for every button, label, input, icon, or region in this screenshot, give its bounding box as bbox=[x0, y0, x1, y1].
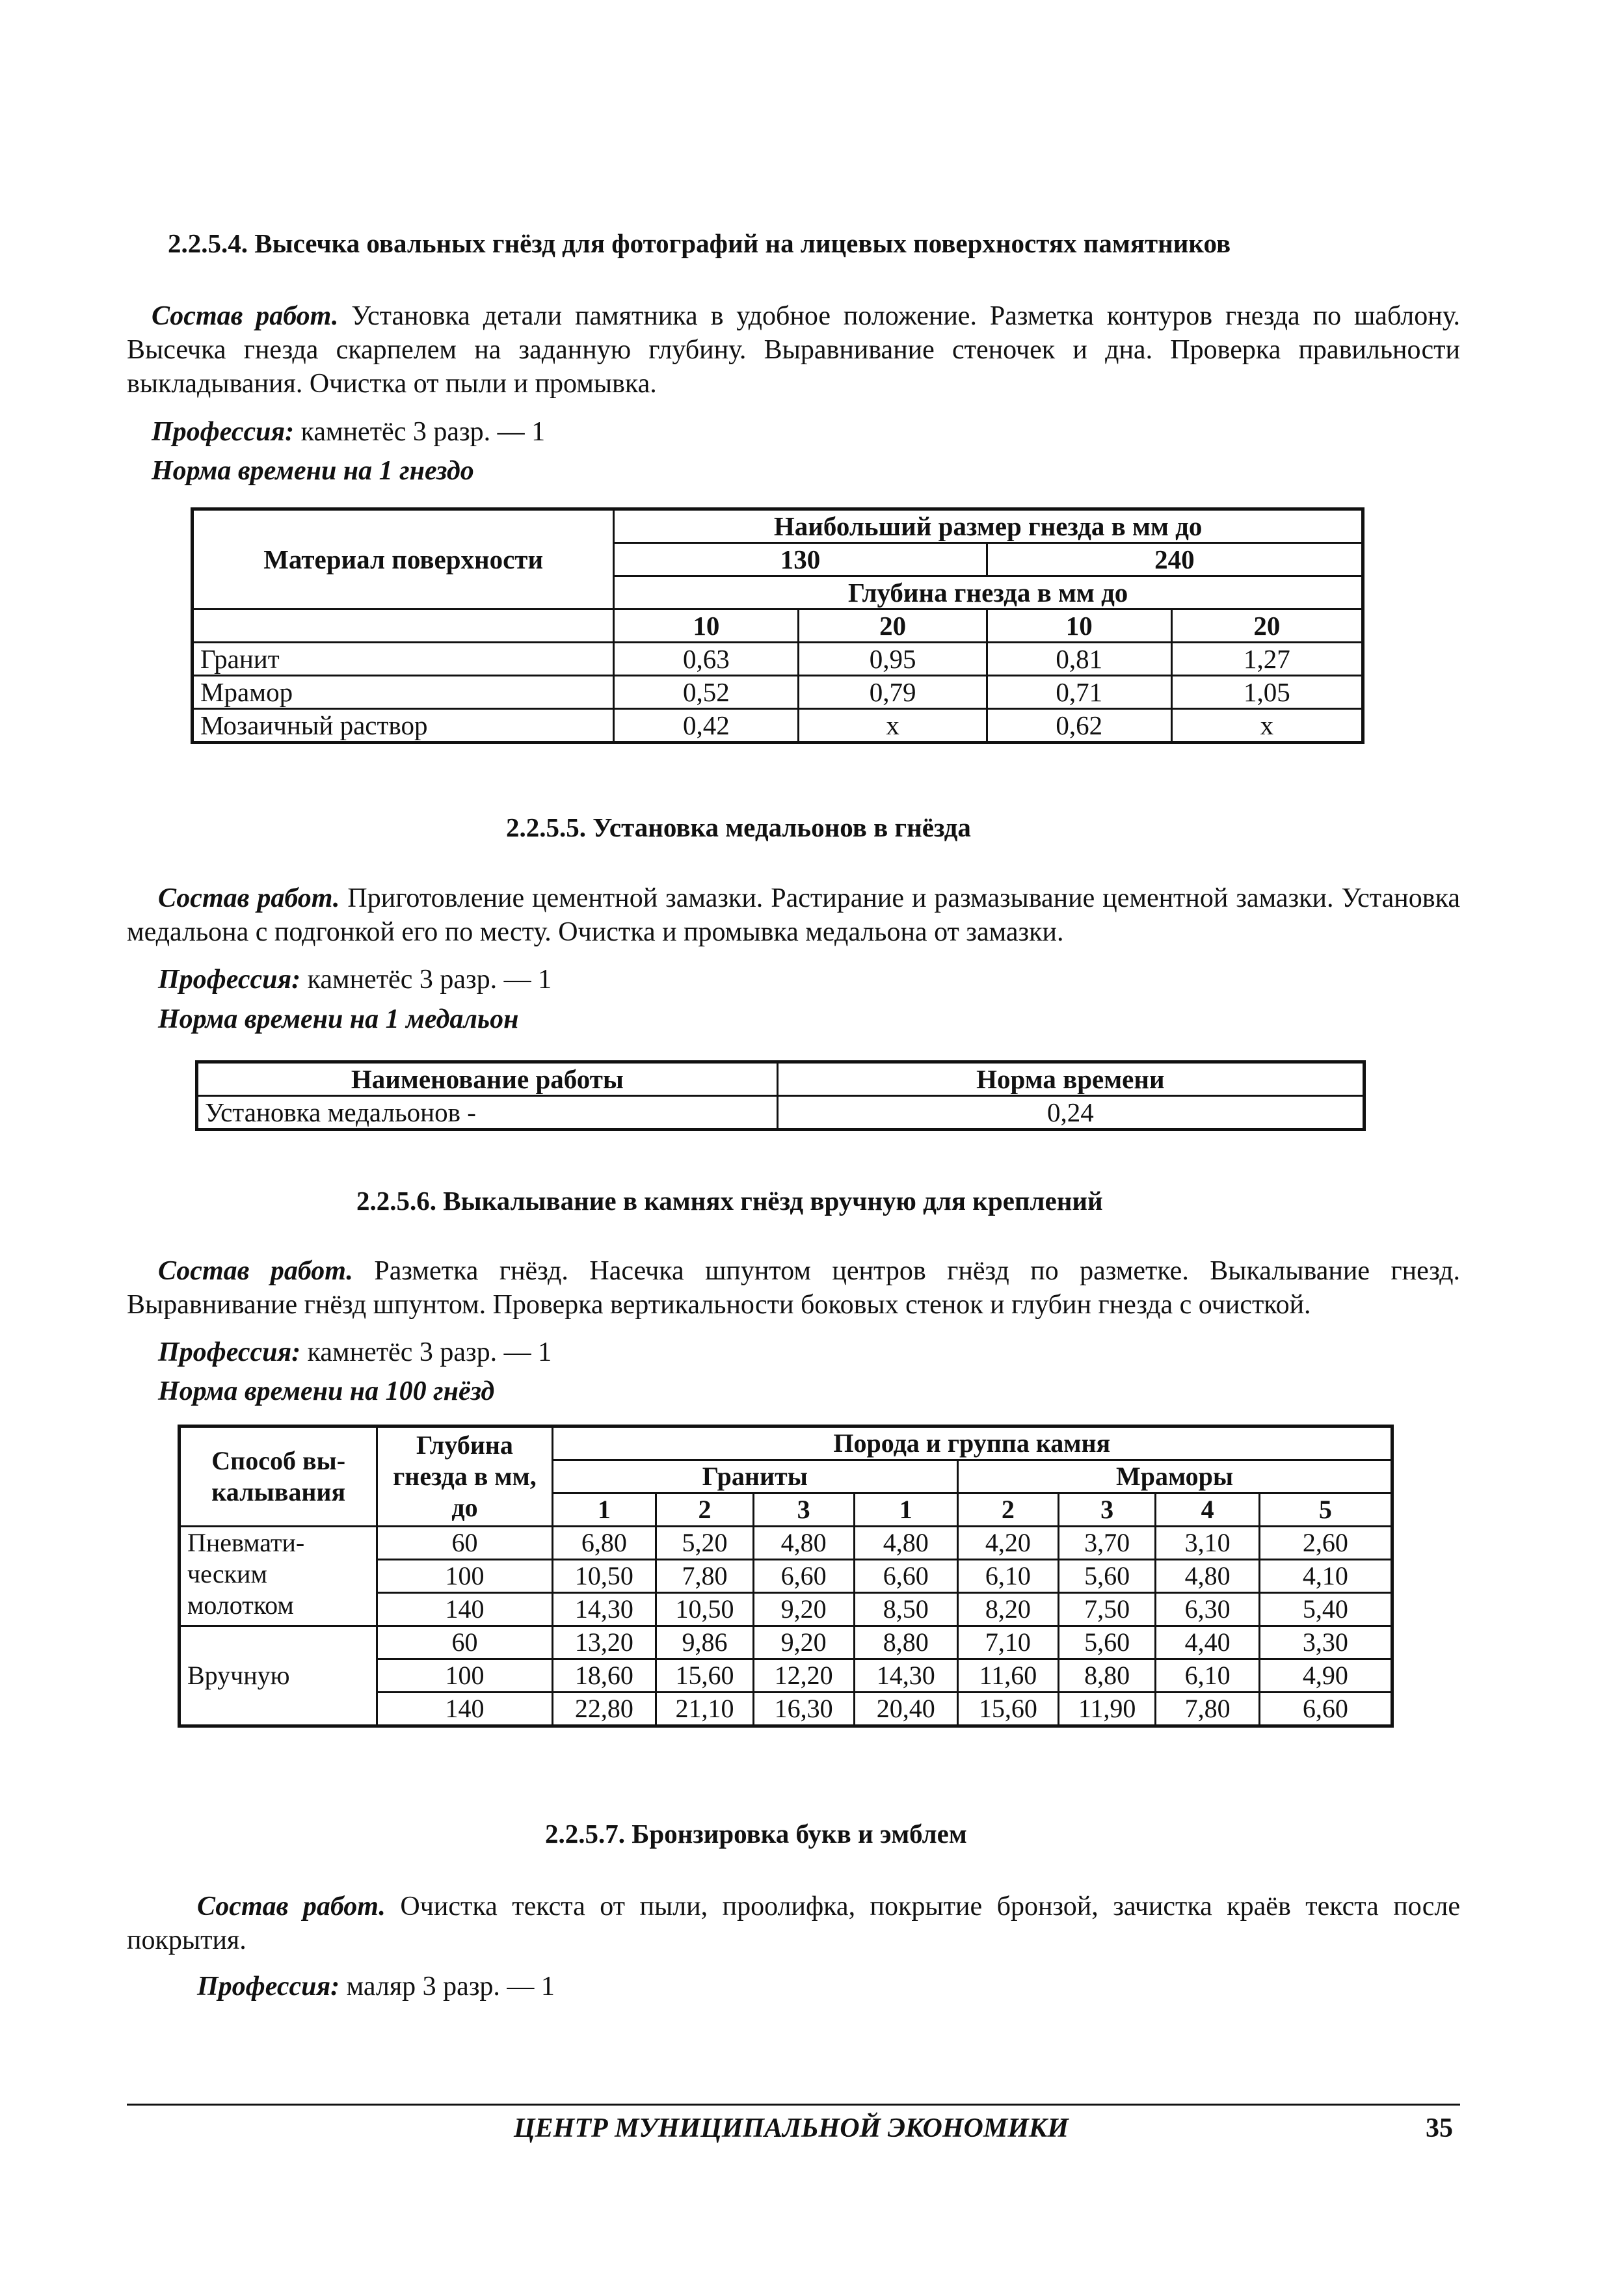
value-cell: х bbox=[1171, 709, 1363, 743]
depth-cell: 60 bbox=[377, 1527, 552, 1560]
section-heading: 2.2.5.5. Установка медальонов в гнёзда bbox=[506, 812, 971, 842]
value-cell: 14,30 bbox=[854, 1659, 958, 1693]
col-header-rock: Порода и группа камня bbox=[552, 1426, 1392, 1460]
material-name: Мозаичный раствор bbox=[193, 709, 614, 743]
value-cell: 14,30 bbox=[552, 1593, 656, 1626]
method-cell: Пневмати-ческим молотком bbox=[180, 1527, 377, 1626]
section-heading: 2.2.5.7. Бронзировка букв и эмблем bbox=[545, 1819, 967, 1849]
value-cell: 0,42 bbox=[614, 709, 799, 743]
depth-cell: 100 bbox=[377, 1659, 552, 1693]
work-composition bbox=[127, 299, 1460, 401]
value-cell: 2,60 bbox=[1259, 1527, 1392, 1560]
value-cell: 9,20 bbox=[753, 1626, 854, 1659]
value-cell: 5,40 bbox=[1259, 1593, 1392, 1626]
col-header-depth: Глубина гнезда в мм до bbox=[614, 576, 1363, 609]
depth-cell: 10 bbox=[614, 609, 799, 643]
profession-text: маляр 3 разр. — 1 bbox=[346, 1972, 555, 2001]
work-name-cell: Установка медальонов - bbox=[197, 1096, 778, 1130]
table-nest-cutting bbox=[178, 1425, 1394, 1728]
value-cell: 4,90 bbox=[1259, 1659, 1392, 1693]
value-cell: 0,95 bbox=[799, 643, 987, 676]
value-cell: 0,81 bbox=[987, 643, 1171, 676]
profession-text: камнетёс 3 разр. — 1 bbox=[307, 1337, 552, 1367]
value-cell: 12,20 bbox=[753, 1659, 854, 1693]
value-cell: 0,52 bbox=[614, 676, 799, 709]
depth-cell: 100 bbox=[377, 1560, 552, 1593]
profession-label: Профессия: bbox=[197, 1972, 340, 2001]
group-cell: 1 bbox=[854, 1493, 958, 1527]
value-cell: 16,30 bbox=[753, 1693, 854, 1726]
value-cell: 0,62 bbox=[987, 709, 1171, 743]
col-header-empty bbox=[193, 609, 614, 643]
value-cell: 0,63 bbox=[614, 643, 799, 676]
section-heading: 2.2.5.4. Высечка овальных гнёзд для фотографий на лицевых поверхностях памятников bbox=[168, 228, 1231, 258]
time-norm-title: Норма времени на 100 гнёзд bbox=[158, 1376, 495, 1406]
profession-label: Профессия: bbox=[158, 1337, 301, 1367]
profession-line bbox=[197, 1971, 555, 2002]
profession-text: камнетёс 3 разр. — 1 bbox=[307, 965, 552, 995]
profession-text: камнетёс 3 разр. — 1 bbox=[300, 417, 546, 447]
table-row bbox=[193, 676, 1363, 709]
value-cell: 0,71 bbox=[987, 676, 1171, 709]
value-cell: 9,86 bbox=[656, 1626, 754, 1659]
footer-title: ЦЕНТР МУНИЦИПАЛЬНОЙ ЭКОНОМИКИ bbox=[514, 2113, 1069, 2143]
value-cell: 11,90 bbox=[1058, 1693, 1156, 1726]
work-composition bbox=[127, 1254, 1460, 1322]
value-cell: 4,80 bbox=[854, 1527, 958, 1560]
value-cell: 4,20 bbox=[958, 1527, 1059, 1560]
value-cell: 6,60 bbox=[854, 1560, 958, 1593]
work-text: Приготовление цементной замазки. Растирание и размазывание цементной замазки. Установка медальона с подгонкой его по месту. Очистка и промывка медальона от замазки. bbox=[127, 883, 1460, 947]
value-cell: 11,60 bbox=[958, 1659, 1059, 1693]
value-cell: 3,30 bbox=[1259, 1626, 1392, 1659]
value-cell: 15,60 bbox=[958, 1693, 1059, 1726]
work-label: Состав работ. bbox=[158, 883, 340, 913]
section-heading: 2.2.5.6. Выкалывание в камнях гнёзд вручную для креплений bbox=[356, 1186, 1103, 1216]
depth-cell: 140 bbox=[377, 1693, 552, 1726]
time-norm-title: Норма времени на 1 гнездо bbox=[152, 456, 474, 486]
value-cell: 7,10 bbox=[958, 1626, 1059, 1659]
value-cell: 6,60 bbox=[1259, 1693, 1392, 1726]
depth-cell: 20 bbox=[1171, 609, 1363, 643]
table-row bbox=[180, 1626, 1392, 1659]
value-cell: 8,20 bbox=[958, 1593, 1059, 1626]
profession-line bbox=[152, 416, 545, 448]
profession-label: Профессия: bbox=[158, 965, 301, 995]
value-cell: 4,80 bbox=[1156, 1560, 1259, 1593]
group-cell: 2 bbox=[656, 1493, 754, 1527]
group-cell: 3 bbox=[753, 1493, 854, 1527]
depth-cell: 140 bbox=[377, 1593, 552, 1626]
value-cell: 0,79 bbox=[799, 676, 987, 709]
col-header-240: 240 bbox=[987, 543, 1363, 576]
value-cell: 6,60 bbox=[753, 1560, 854, 1593]
value-cell: 1,27 bbox=[1171, 643, 1363, 676]
col-header-granites: Граниты bbox=[552, 1460, 958, 1493]
col-header-time-norm: Норма времени bbox=[777, 1062, 1364, 1096]
table-row bbox=[193, 643, 1363, 676]
value-cell: 3,10 bbox=[1156, 1527, 1259, 1560]
work-label: Состав работ. bbox=[152, 301, 339, 331]
table-medallions bbox=[195, 1060, 1366, 1131]
col-header-size: Наибольший размер гнезда в мм до bbox=[614, 509, 1363, 543]
value-cell: 22,80 bbox=[552, 1693, 656, 1726]
work-label: Состав работ. bbox=[197, 1892, 386, 1921]
col-header-130: 130 bbox=[614, 543, 987, 576]
group-cell: 1 bbox=[552, 1493, 656, 1527]
value-cell: 10,50 bbox=[552, 1560, 656, 1593]
value-cell: 9,20 bbox=[753, 1593, 854, 1626]
value-cell: 8,80 bbox=[1058, 1659, 1156, 1693]
table-oval-nests bbox=[191, 507, 1364, 744]
depth-cell: 10 bbox=[987, 609, 1171, 643]
value-cell: 7,80 bbox=[1156, 1693, 1259, 1726]
group-cell: 4 bbox=[1156, 1493, 1259, 1527]
profession-line bbox=[158, 964, 552, 995]
value-cell: 7,80 bbox=[656, 1560, 754, 1593]
col-header-method: Способ вы-калывания bbox=[180, 1426, 377, 1527]
work-text: Разметка гнёзд. Насечка шпунтом центров гнёзд по разметке. Выкалывание гнезд. Выравнивание гнёзд шпунтом. Проверка вертикальности боковых стенок и глубин гнезда с очисткой. bbox=[127, 1256, 1461, 1320]
value-cell: 4,10 bbox=[1259, 1560, 1392, 1593]
material-name: Гранит bbox=[193, 643, 614, 676]
profession-line bbox=[158, 1337, 552, 1368]
value-cell: 4,80 bbox=[753, 1527, 854, 1560]
profession-label: Профессия: bbox=[152, 417, 295, 447]
group-cell: 5 bbox=[1259, 1493, 1392, 1527]
work-text: Установка детали памятника в удобное положение. Разметка контуров гнезда по шаблону. Высечка гнезда скарпелем на заданную глубину. Выравнивание стеночек и дна. Проверка правильности выкладывания. Очистка от пыли и промывка. bbox=[127, 301, 1460, 399]
page-number: 35 bbox=[1426, 2113, 1453, 2143]
value-cell: 18,60 bbox=[552, 1659, 656, 1693]
depth-cell: 20 bbox=[799, 609, 987, 643]
col-header-marbles: Мраморы bbox=[958, 1460, 1392, 1493]
value-cell: 21,10 bbox=[656, 1693, 754, 1726]
time-norm-title: Норма времени на 1 медальон bbox=[158, 1004, 519, 1034]
value-cell: 10,50 bbox=[656, 1593, 754, 1626]
table-row bbox=[193, 709, 1363, 743]
work-composition bbox=[127, 881, 1460, 949]
value-cell: 6,10 bbox=[958, 1560, 1059, 1593]
depth-cell: 60 bbox=[377, 1626, 552, 1659]
col-header-work-name: Наименование работы bbox=[197, 1062, 778, 1096]
group-cell: 3 bbox=[1058, 1493, 1156, 1527]
group-cell: 2 bbox=[958, 1493, 1059, 1527]
value-cell: 1,05 bbox=[1171, 676, 1363, 709]
value-cell: 8,50 bbox=[854, 1593, 958, 1626]
col-header-depth: Глубина гнезда в мм, до bbox=[377, 1426, 552, 1527]
value-cell: 8,80 bbox=[854, 1626, 958, 1659]
value-cell: 0,24 bbox=[777, 1096, 1364, 1130]
value-cell: 13,20 bbox=[552, 1626, 656, 1659]
value-cell: 15,60 bbox=[656, 1659, 754, 1693]
value-cell: 5,60 bbox=[1058, 1626, 1156, 1659]
work-text: Очистка текста от пыли, проолифка, покрытие бронзой, зачистка краёв текста после покрытия. bbox=[127, 1892, 1460, 1955]
method-cell: Вручную bbox=[180, 1626, 377, 1726]
value-cell: 3,70 bbox=[1058, 1527, 1156, 1560]
work-label: Состав работ. bbox=[158, 1256, 353, 1286]
value-cell: 5,20 bbox=[656, 1527, 754, 1560]
value-cell: 20,40 bbox=[854, 1693, 958, 1726]
material-name: Мрамор bbox=[193, 676, 614, 709]
value-cell: 6,80 bbox=[552, 1527, 656, 1560]
footer-rule bbox=[127, 2104, 1460, 2106]
table-row bbox=[180, 1527, 1392, 1560]
table-row bbox=[197, 1096, 1364, 1130]
value-cell: 6,10 bbox=[1156, 1659, 1259, 1693]
value-cell: х bbox=[799, 709, 987, 743]
value-cell: 5,60 bbox=[1058, 1560, 1156, 1593]
value-cell: 7,50 bbox=[1058, 1593, 1156, 1626]
work-composition bbox=[127, 1890, 1460, 1957]
col-header-material: Материал поверхности bbox=[193, 509, 614, 609]
value-cell: 6,30 bbox=[1156, 1593, 1259, 1626]
value-cell: 4,40 bbox=[1156, 1626, 1259, 1659]
